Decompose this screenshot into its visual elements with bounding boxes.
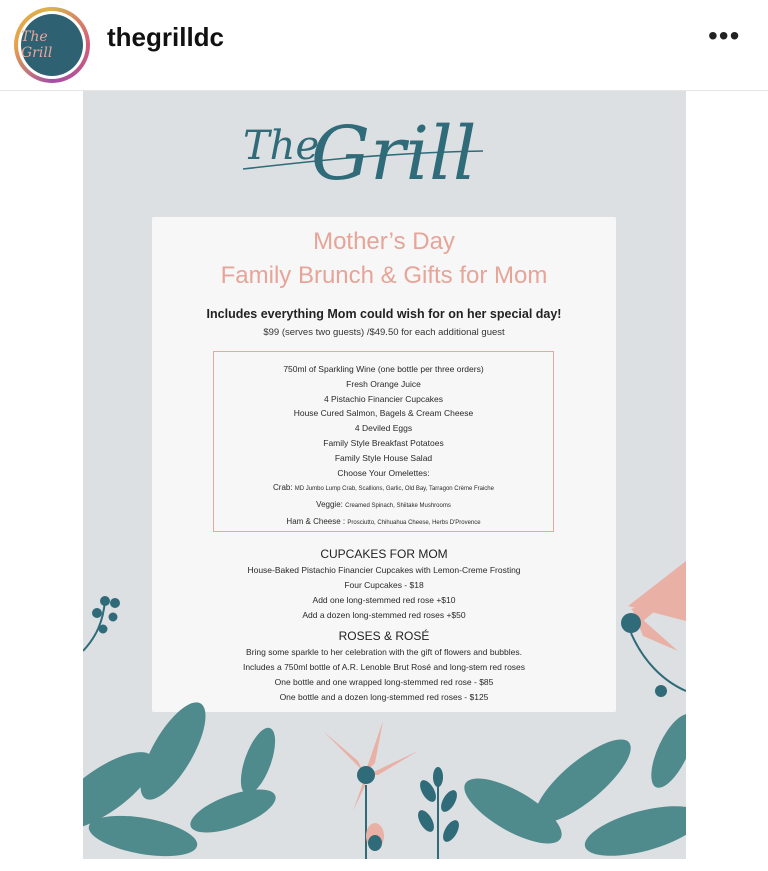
price-line: $99 (serves two guests) /$49.50 for each additional guest	[263, 327, 505, 338]
roses-line: Bring some sparkle to her celebration with the gift of flowers and bubbles.	[246, 647, 522, 657]
tagline: Includes everything Mom could wish for on her special day!	[206, 307, 562, 321]
cupcakes-line: House-Baked Pistachio Financier Cupcakes with Lemon-Creme Frosting	[247, 565, 521, 575]
post-header	[0, 0, 768, 88]
menu-item: House Cured Salmon, Bagels & Cream Cheese	[293, 408, 474, 419]
leaves-bottom	[83, 693, 686, 859]
dark-sprig-center	[415, 767, 462, 859]
cupcakes-title: CUPCAKES FOR MOM	[320, 547, 448, 561]
omelette-name: Crab:	[273, 483, 293, 493]
cupcakes-line: Add one long-stemmed red rose +$10	[312, 595, 456, 605]
floral-decoration	[83, 91, 686, 859]
avatar-logo: The Grill	[21, 14, 83, 76]
cupcakes-line: Add a dozen long-stemmed red roses +$50	[302, 610, 466, 620]
title-line-1: Mother’s Day	[313, 228, 455, 255]
menu-item: 4 Deviled Eggs	[354, 423, 413, 434]
menu-item: Choose Your Omelettes:	[337, 467, 430, 478]
omelette-detail: Prosciutto, Chihuahua Cheese, Herbs D'Provence	[347, 520, 481, 527]
avatar[interactable]	[18, 11, 86, 79]
omelette-detail: Creamed Spinach, Shiitake Mushrooms	[345, 503, 451, 510]
roses-title: ROSES & ROSÉ	[338, 629, 430, 643]
cupcakes-line: Four Cupcakes - $18	[344, 580, 424, 590]
title-line-2: Family Brunch & Gifts for Mom	[220, 262, 548, 289]
post-image[interactable]	[83, 91, 686, 859]
menu-item: Fresh Orange Juice	[346, 378, 421, 389]
logo-grill: Grill	[311, 111, 477, 197]
omelette-name: Veggie:	[316, 500, 343, 510]
menu-item: Family Style House Salad	[334, 452, 433, 463]
menu-item: Family Style Breakfast Potatoes	[323, 437, 444, 448]
username-link[interactable]: thegrilldc	[107, 22, 225, 52]
logo-the: The	[243, 123, 320, 169]
story-ring[interactable]	[14, 7, 90, 83]
roses-line: One bottle and a dozen long-stemmed red roses - $125	[279, 692, 489, 702]
omelette-name: Ham & Cheese :	[286, 517, 346, 527]
menu-item: 750ml of Sparkling Wine (one bottle per three orders)	[283, 364, 484, 374]
pink-flower-right	[621, 561, 686, 697]
more-options-icon[interactable]: •••	[708, 20, 741, 51]
berry-sprig-left	[83, 597, 119, 651]
bud-lower-center	[366, 823, 384, 851]
menu-item: 4 Pistachio Financier Cupcakes	[323, 393, 444, 404]
roses-line: Includes a 750ml bottle of A.R. Lenoble Brut Rosé and long-stem red roses	[242, 662, 526, 672]
roses-line: One bottle and one wrapped long-stemmed red rose - $85	[274, 677, 494, 687]
omelette-detail: MD Jumbo Lump Crab, Scallions, Garlic, Old Bay, Tarragon Crème Fraiche	[294, 486, 494, 493]
